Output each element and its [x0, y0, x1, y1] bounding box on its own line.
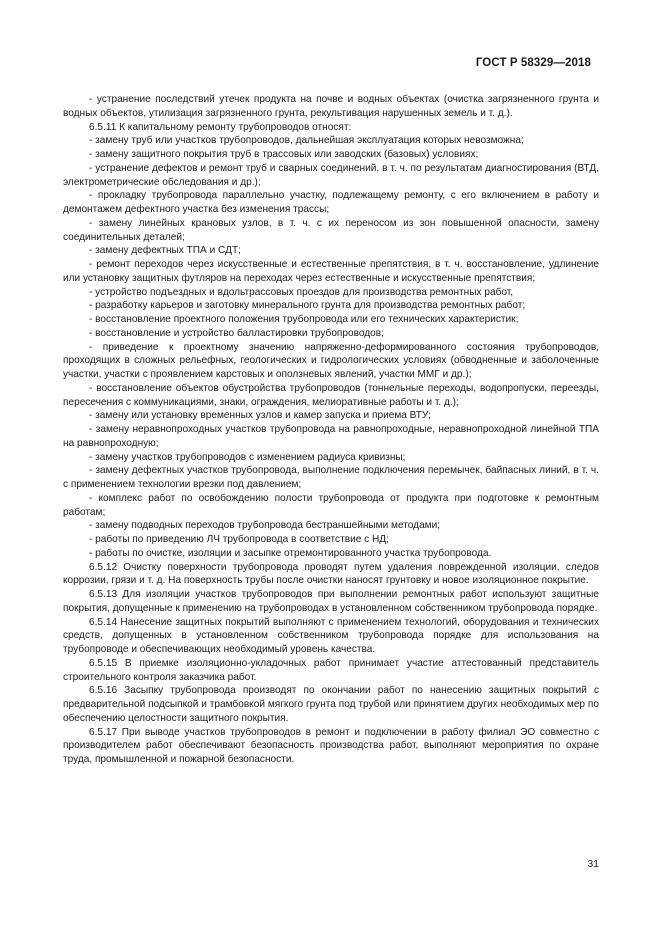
paragraph: 6.5.13 Для изоляции участков трубопроводов при выполнении ремонтных работ используют защитные покрытия, допущенные к применению на трубопроводах в установленном собственником трубопровода порядке. [63, 589, 599, 614]
paragraph: - замену неравнопроходных участков трубопровода на равнопроходные, неравнопроходной линейной ТПА на равнопроходную; [63, 424, 599, 449]
paragraph: - восстановление и устройство балластировки трубопроводов; [89, 327, 384, 339]
paragraph: - разработку карьеров и заготовку минерального грунта для производства ремонтных работ; [89, 300, 526, 312]
paragraph: 6.5.17 При выводе участков трубопроводов в ремонт и подключении в работу филиал ЭО совместно с производителем работ обеспечивают безопасность производства работ, выполняют мероприятия по охране труда, промышленной и пожарной безопасности. [63, 726, 599, 765]
paragraph: - замену дефектных ТПА и СДТ; [89, 245, 241, 257]
document-header: ГОСТ Р 58329—2018 [475, 57, 591, 69]
document-body [63, 93, 599, 767]
paragraph: 6.5.12 Очистку поверхности трубопровода проводят путем удаления поврежденной изоляции, следов коррозии, грязи и т. д. На поверхность трубы после очистки наносят грунтовку и новое изоляционное покрытие. [63, 561, 599, 587]
paragraph: - восстановление проектного положения трубопровода или его технических характеристик; [89, 314, 519, 325]
paragraph: - прокладку трубопровода параллельно участку, подлежащему ремонту, с его включением в работу и демонтажем дефектного участка без изменения трассы; [63, 190, 599, 215]
paragraph: - замену участков трубопроводов с изменением радиуса кривизны; [89, 451, 406, 463]
paragraph: - устранение дефектов и ремонт труб и сварных соединений, в т. ч. по результатам диагностирования (ВТД, электрометрические обследования и др.); [63, 162, 599, 188]
paragraph: - замену труб или участков трубопроводов, дальнейшая эксплуатация которых невозможна; [89, 135, 524, 147]
paragraph: - восстановление объектов обустройства трубопроводов (тоннельные переходы, водопропуски, переезды, пересечения с коммуникациями, знаки, ограждения, мелиоративные работы и т. д.); [63, 382, 599, 408]
paragraph: - приведение к проектному значению напряженно-деформированного состояния трубопроводов, проходящих в сложных рельефных, геологических и гидрологических условиях (обводненные и заболоченные участки, участки с проявлением карстовых и оползневых явлений, участки ММГ и др.); [63, 341, 599, 380]
paragraph: - работы по приведению ЛЧ трубопровода в соответствие с НД; [89, 534, 389, 545]
page-number: 31 [587, 858, 599, 870]
paragraph: - замену линейных крановых узлов, в т. ч. с их переносом из зон повышенной опасности, замену соединительных деталей; [63, 217, 599, 243]
paragraph: - комплекс работ по освобождению полости трубопровода от продукта при подготовке к ремонтным работам; [63, 492, 599, 518]
paragraph: - ремонт переходов через искусственные и естественные препятствия, в т. ч. восстановление, удлинение или установку защитных футляров на переходах через естественные и искусственные препятствия; [63, 259, 599, 284]
paragraph: - устройство подъездных и вдольтрассовых проездов для производства ремонтных работ, [89, 286, 514, 298]
paragraph: - замену или установку временных узлов и камер запуска и приема ВТУ; [89, 410, 431, 422]
paragraph: - замену дефектных участков трубопровода, выполнение подключения перемычек, байпасных линий, в т. ч. с применением технологии врезки под давлением; [63, 465, 599, 490]
paragraph: 6.5.15 В приемке изоляционно-укладочных работ принимает участие аттестованный представитель строительного контроля заказчика работ. [63, 657, 599, 683]
paragraph: - замену подводных переходов трубопровода бестраншейными методами; [89, 520, 441, 532]
paragraph: 6.5.16 Засыпку трубопровода производят по окончании работ по нанесению защитных покрытий с предварительной подсыпкой и трамбовкой мягкого грунта под трубой или принятием других необходимых мер по обеспечению целостности защитного покрытия. [63, 685, 599, 724]
paragraph: - устранение последствий утечек продукта на почве и водных объектах (очистка загрязненного грунта и водных объектов, утилизация загрязненного грунта, рекультивация нарушенных земель и т. д.). [63, 94, 599, 119]
paragraph: 6.5.14 Нанесение защитных покрытий выполняют с применением технологий, оборудования и технических средств, допущенных в установленном собственником трубопровода порядке для использования на трубопроводе и обеспечивающих необходимый уровень качества. [63, 616, 599, 655]
paragraph: - замену защитного покрытия труб в трассовых или заводских (базовых) условиях; [89, 149, 479, 160]
paragraph: - работы по очистке, изоляции и засыпке отремонтированного участка трубопровода. [89, 547, 492, 559]
paragraph: 6.5.11 К капитальному ремонту трубопроводов относят: [89, 121, 352, 133]
